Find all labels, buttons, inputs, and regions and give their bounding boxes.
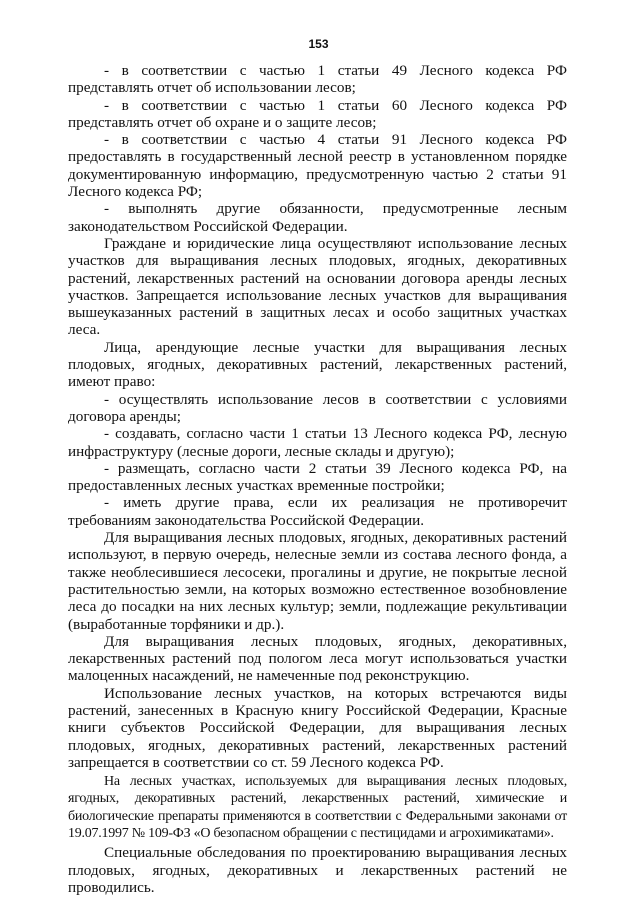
paragraph-special-surveys: Специальные обследования по проектированию выращивания лесных плодовых, ягодных, декоративных и лекарственных растений не проводились. — [68, 844, 567, 896]
paragraph-right-use-forests: - осуществлять использование лесов в соответствии с условиями договора аренды; — [68, 390, 567, 425]
paragraph-obligation-report-protection: - в соответствии с частью 1 статьи 60 Лесного кодекса РФ представлять отчет об охране и о защите лесов; — [68, 96, 567, 131]
paragraph-obligation-other: - выполнять другие обязанности, предусмотренные лесным законодательством Российской Федерации. — [68, 200, 567, 235]
paragraph-chemicals-law: На лесных участках, используемых для выращивания лесных плодовых, ягодных, декоративных растений, лекарственных растений, химические и биологические препараты применяются в соответствии с Федеральными законами от 19.07.1997 № 109-ФЗ «О безопасном обращении с пестицидами и агрохимикатами». — [68, 774, 567, 842]
paragraph-obligation-report-use: - в соответствии с частью 1 статьи 49 Лесного кодекса РФ представлять отчет об использовании лесов; — [68, 62, 567, 97]
paragraph-right-other: - иметь другие права, если их реализация не противоречит требованиям законодательства Российской Федерации. — [68, 494, 567, 529]
paragraph-lease-basis: Граждане и юридические лица осуществляют использование лесных участков для выращивания лесных плодовых, ягодных, декоративных растений, лекарственных растений на основании договора аренды лесных участков. Запрещается использование лесных участков для выращивания вышеуказанных растений в защитных лесах и особо защитных участках леса. — [68, 234, 567, 339]
paragraph-obligation-forest-registry: - в соответствии с частью 4 статьи 91 Лесного кодекса РФ предоставлять в государственный лесной реестр в установленном порядке документированную информацию, предусмотренную частью 2 статьи 91 Лесного кодекса РФ; — [68, 131, 567, 201]
paragraph-right-temporary-buildings: - размещать, согласно части 2 статьи 39 Лесного кодекса РФ, на предоставленных лесных участках временные постройки; — [68, 459, 567, 495]
paragraph-red-book-restriction: Использование лесных участков, на которых встречаются виды растений, занесенных в Красную книгу Российской Федерации, Красные книги субъектов Российской Федерации, для выращивания лесных плодовых, ягодных, декоративных растений, лекарственных растений запрещается в соответствии со ст. 59 Лесного кодекса РФ. — [68, 684, 567, 771]
paragraph-lessee-rights-intro: Лица, арендующие лесные участки для выращивания лесных плодовых, ягодных, декоративных растений, лекарственных растений, имеют право: — [68, 338, 567, 391]
document-body — [68, 62, 567, 896]
paragraph-land-selection: Для выращивания лесных плодовых, ягодных, декоративных растений используют, в первую очередь, нелесные земли из состава лесного фонда, а также необлесившиеся лесосеки, прогалины и другие, не покрытые лесной растительностью земли, на которых возможно естественное возобновление леса до посадки на них лесных культур; земли, подлежащие рекультивации (выработанные торфяники и др.). — [68, 529, 567, 633]
page-number: 153 — [308, 37, 329, 51]
paragraph-under-canopy: Для выращивания лесных плодовых, ягодных, декоративных, лекарственных растений под пологом леса могут использоваться участки малоценных насаждений, не намеченные под реконструкцию. — [68, 632, 567, 685]
paragraph-right-infrastructure: - создавать, согласно части 1 статьи 13 Лесного кодекса РФ, лесную инфраструктуру (лесные дороги, лесные склады и другую); — [68, 425, 567, 460]
